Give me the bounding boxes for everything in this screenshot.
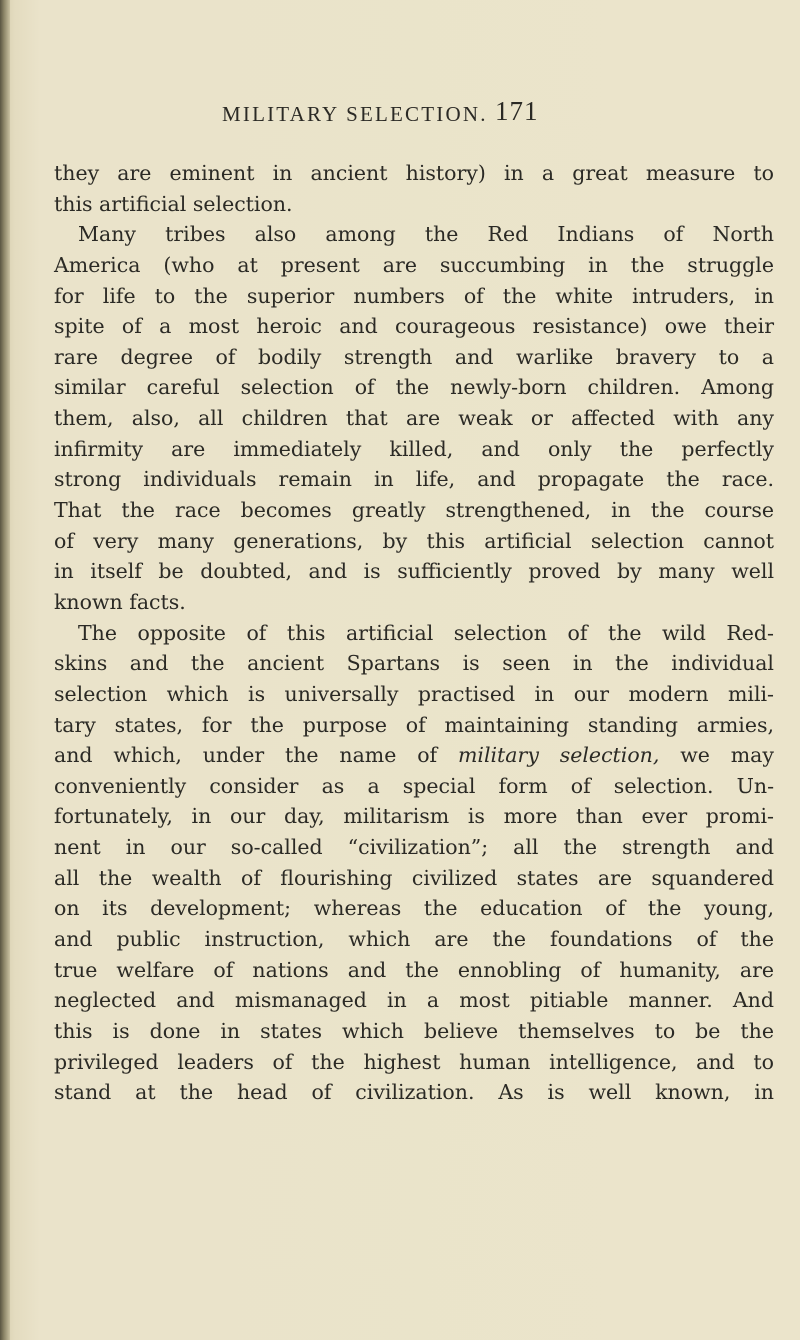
text-line: all the wealth of flourishing civilized states are squandered bbox=[54, 865, 774, 890]
text-line: That the race becomes greatly strengthened, in the course bbox=[54, 498, 774, 523]
running-head: MILITARY SELECTION. bbox=[222, 102, 488, 126]
text-line: strong individuals remain in life, and propagate the race. bbox=[54, 467, 774, 492]
body-text bbox=[54, 158, 774, 1108]
text-line: Many tribes also among the Red Indians of North bbox=[78, 222, 774, 247]
text-line: nent in our so-called “civilization”; all the strength and bbox=[54, 835, 774, 860]
text-line: selection which is universally practised in our modern mili- bbox=[54, 681, 774, 706]
text-line: true welfare of nations and the ennobling of humanity, are bbox=[54, 957, 774, 982]
text-line: and public instruction, which are the foundations of the bbox=[54, 927, 774, 952]
text-line: of very many generations, by this artificial selection cannot bbox=[54, 528, 774, 553]
page-gutter bbox=[0, 0, 10, 1340]
page-header bbox=[0, 96, 800, 142]
text-line: The opposite of this artificial selection of the wild Red- bbox=[78, 620, 774, 645]
italic-term: military selection, bbox=[457, 743, 660, 768]
text-line: skins and the ancient Spartans is seen in the individual bbox=[54, 651, 774, 676]
text-line: them, also, all children that are weak or affected with any bbox=[54, 406, 774, 431]
text-segment: we may bbox=[659, 743, 774, 768]
text-line: this artificial selection. bbox=[54, 191, 293, 216]
text-line: conveniently consider as a special form of selection. Un- bbox=[54, 773, 774, 798]
text-line: in itself be doubted, and is sufficiently proved by many well bbox=[54, 559, 774, 584]
text-line: privileged leaders of the highest human intelligence, and to bbox=[54, 1049, 774, 1074]
text-line bbox=[54, 740, 774, 771]
text-line: on its development; whereas the education of the young, bbox=[54, 896, 774, 921]
text-line: known facts. bbox=[54, 589, 186, 614]
text-line: tary states, for the purpose of maintaining standing armies, bbox=[54, 712, 774, 737]
text-line: they are eminent in ancient history) in a great measure to bbox=[54, 161, 774, 185]
text-line: America (who at present are succumbing in the struggle bbox=[54, 252, 774, 277]
text-line: stand at the head of civilization. As is well known, in bbox=[54, 1080, 774, 1105]
text-line: neglected and mismanaged in a most pitiable manner. And bbox=[54, 988, 774, 1013]
text-line: for life to the superior numbers of the white intruders, in bbox=[54, 283, 774, 308]
text-line: infirmity are immediately killed, and only the perfectly bbox=[54, 436, 774, 461]
text-line: this is done in states which believe themselves to be the bbox=[54, 1018, 774, 1043]
text-line: fortunately, in our day, militarism is more than ever promi- bbox=[54, 804, 774, 829]
text-line: similar careful selection of the newly-born children. Among bbox=[54, 375, 774, 400]
text-segment: and which, under the name of bbox=[54, 743, 458, 768]
page-number: 171 bbox=[495, 96, 539, 126]
text-line: rare degree of bodily strength and warlike bravery to a bbox=[54, 344, 774, 369]
text-line: spite of a most heroic and courageous resistance) owe their bbox=[54, 314, 774, 339]
